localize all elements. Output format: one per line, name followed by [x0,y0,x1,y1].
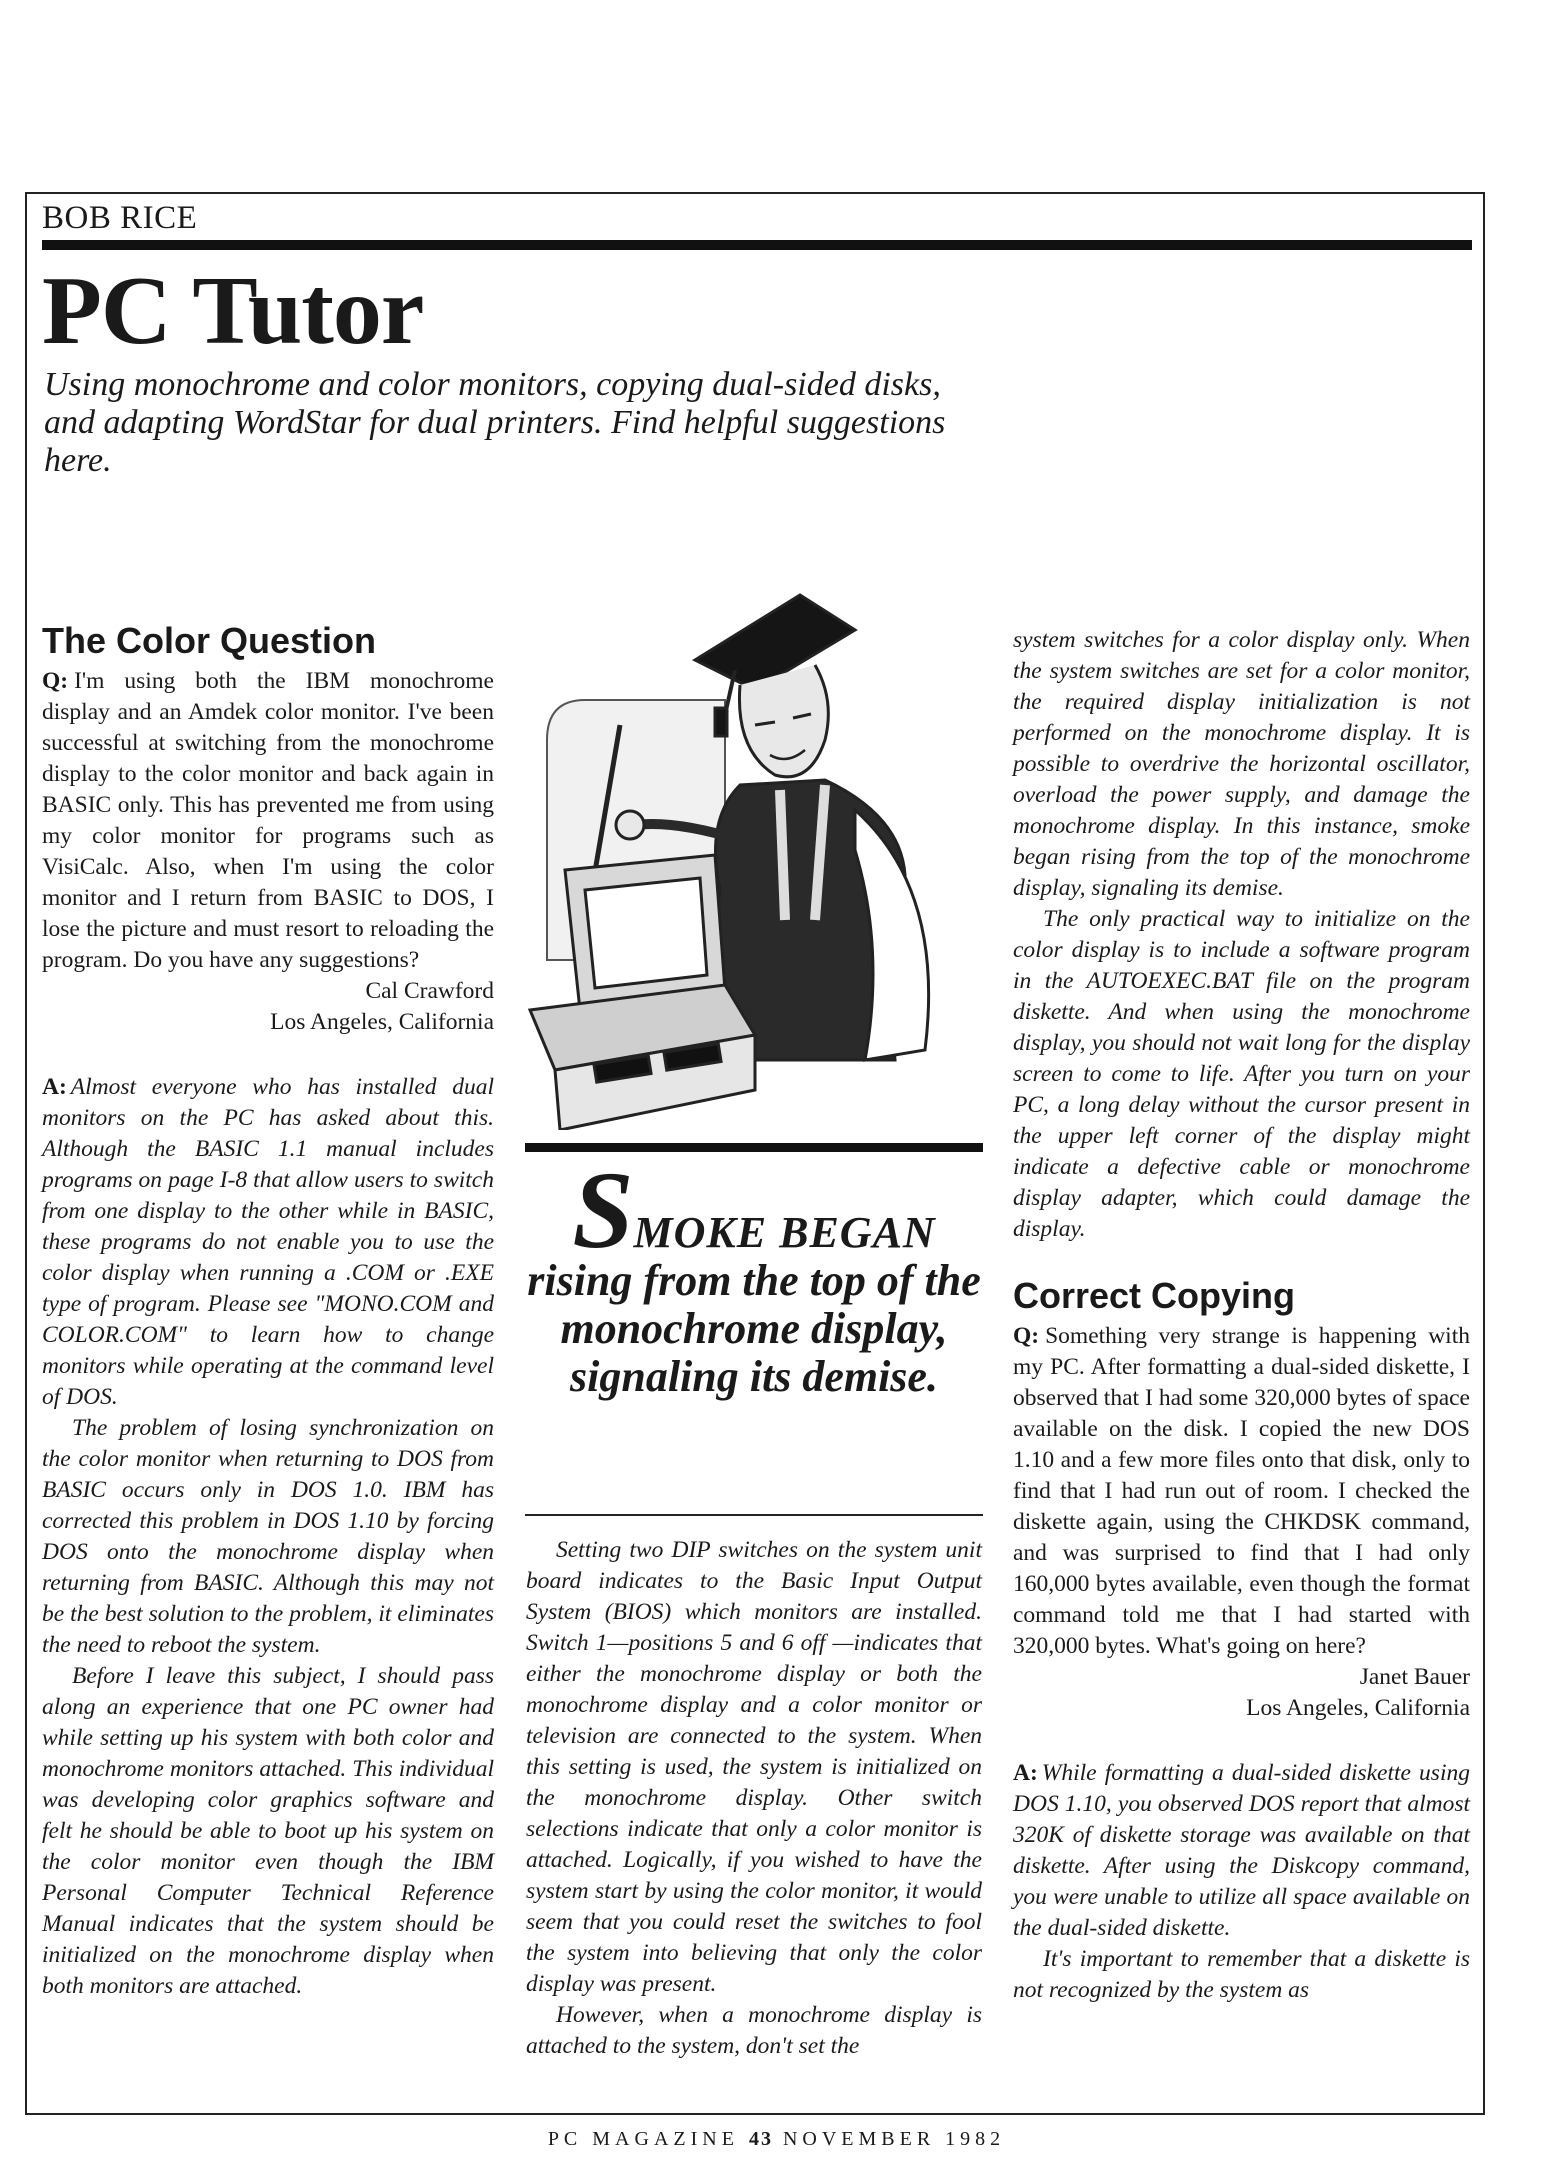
section-heading-correct-copying: Correct Copying [1013,1275,1296,1316]
answer-paragraph [42,1072,494,1413]
question-signature-name: Janet Bauer [1359,1664,1470,1690]
question-text: I'm using both the IBM monochrome display and an Amdek color monitor. I've been successful at switching from the monochrome display to the color monitor and back again in BASIC only. This has prevented me from using my color monitor for programs such as VisiCalc. Also, when I'm using the color monitor and I return from BASIC to DOS, I lose the picture and must resort to reloading the program. Do you have any suggestions? [42,668,494,973]
page-footer [0,2128,1553,2151]
footer-page-number: 43 [748,2128,773,2150]
question-paragraph [42,666,494,976]
answer-paragraph [1013,1758,1470,1944]
professor-illustration [525,590,995,1130]
question-signature-name: Cal Crawford [365,978,494,1004]
pullquote-caps: MOKE BEGAN [633,1208,936,1257]
body-paragraph: Before I leave this subject, I should pass along an experience that one PC owner had while setting up his system with both color and monochrome monitors attached. This individual was developing color graphics software and felt he should be able to boot up his system on the color monitor even though the IBM Personal Computer Technical Reference Manual indicates that the system should be initialized on the monochrome display when both monitors are attached. [42,1663,494,1999]
body-paragraph: The only practical way to initialize on the color display is to include a software program in the AUTOEXEC.BAT file on the program diskette. And when using the monochrome display, you should not wait long for the display screen to come to life. After you turn on your PC, a long delay without the cursor present in the upper left corner of the display might indicate a defective cable or monochrome display adapter, which could damage the display. [1013,906,1470,1242]
question-paragraph [1013,1321,1470,1662]
section-heading-color-question: The Color Question [42,620,377,661]
body-paragraph: However, when a monochrome display is attached to the system, don't set the [526,2002,982,2059]
body-paragraph: Setting two DIP switches on the system unit board indicates to the Basic Input Output System (BIOS) which monitors are installed. Switch 1—positions 5 and 6 off —indicates that either the monochrome display or both the monochrome display and a color monitor or television are connected to the system. When this setting is used, the system is initialized on the monochrome display. Other switch selections indicate that only a color monitor is attached. Logically, if you wished to have the system start by using the color monitor, it would seem that you could reset the switches to fool the system into believing that only the color display was present. [526,1537,982,1997]
question-lead: Q: [1013,1323,1040,1349]
column-2 [526,1535,982,2062]
pullquote [525,1149,983,1401]
answer-lead: A: [42,1074,67,1100]
body-paragraph: The problem of losing synchronization on the color monitor when returning to DOS from BASIC occurs only in DOS 1.0. IBM has corrected this problem in DOS 1.10 by forcing DOS onto the monochrome display when returning from BASIC. Although this may not be the best solution to the problem, it eliminates the need to reboot the system. [42,1415,494,1658]
author-byline: BOB RICE [42,200,198,236]
question-lead: Q: [42,668,69,694]
answer-text: While formatting a dual-sided diskette using DOS 1.10, you observed DOS report that almost 320K of diskette storage was available on that diskette. After using the Diskcopy command, you were unable to utilize all space available on the dual-sided diskette. [1013,1760,1470,1941]
answer-lead: A: [1013,1760,1038,1786]
body-paragraph: It's important to remember that a diskette is not recognized by the system as [1013,1946,1470,2003]
pullquote-initial: S [572,1149,634,1271]
column-3 [1013,625,1470,2006]
footer-magazine: PC MAGAZINE [547,2128,739,2150]
pullquote-rule-bottom [525,1514,983,1516]
question-signature-place: Los Angeles, California [270,1009,494,1035]
column-1 [42,620,494,2002]
body-paragraph: system switches for a color display only. When the system switches are set for a color monitor, the required display initialization is not performed on the monochrome display. It is possible to overdrive the horizontal oscillator, overload the power supply, and damage the monochrome display. In this instance, smoke began rising from the top of the monochrome display, signaling its demise. [1013,627,1470,901]
article-deck: Using monochrome and color monitors, copying dual-sided disks, and adapting WordStar for dual printers. Find helpful suggestions here. [44,366,946,479]
pullquote-text: rising from the top of the monochrome display, signaling its demise. [527,1256,981,1401]
article-title: PC Tutor [42,257,424,365]
header-rule [42,240,1472,250]
question-signature-place: Los Angeles, California [1246,1695,1470,1721]
answer-text: Almost everyone who has installed dual monitors on the PC has asked about this. Although the BASIC 1.1 manual includes programs on page I-8 that allow users to switch from one display to the other while in BASIC, these programs do not enable you to use the color display when running a .COM or .EXE type of program. Please see "MONO.COM and COLOR.COM" to learn how to change monitors while operating at the command level of DOS. [42,1074,494,1410]
footer-date: NOVEMBER 1982 [782,2128,1006,2150]
question-text: Something very strange is happening with my PC. After formatting a dual-sided diskette, I observed that I had some 320,000 bytes of space available on the disk. I copied the new DOS 1.10 and a few more files onto that disk, only to find that I had run out of room. I checked the diskette again, using the CHKDSK command, and was surprised to find that I had only 160,000 bytes available, even though the format command told me that I had started with 320,000 bytes. What's going on here? [1013,1323,1470,1659]
